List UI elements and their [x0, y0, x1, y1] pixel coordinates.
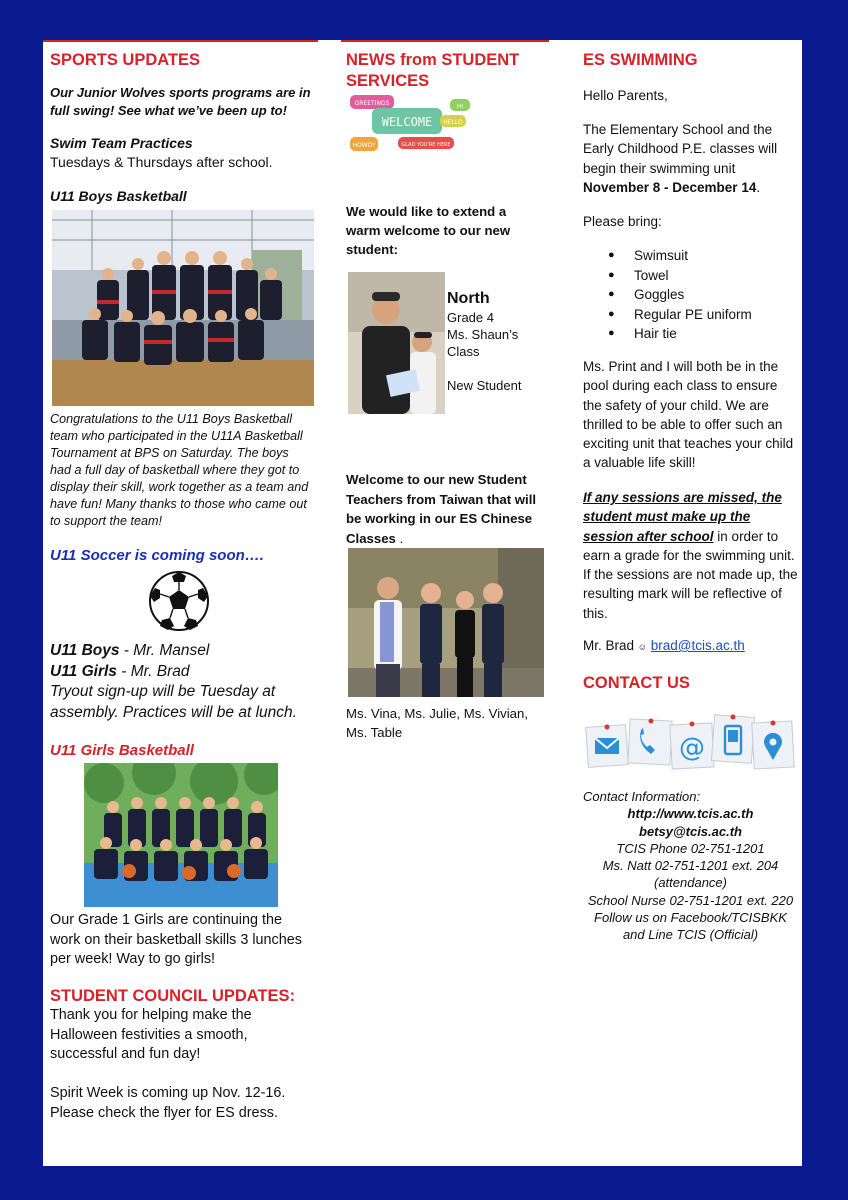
swimming-intro-end: . [756, 179, 761, 195]
soccer-tryout-text: Tryout sign-up will be Tuesday at assembly. Practices will be at lunch. [50, 683, 297, 721]
bring-list [583, 246, 798, 344]
bubble-hi: HI [456, 103, 464, 110]
contact-phone: TCIS Phone 02-751-1201 [616, 840, 765, 856]
at-icon [670, 723, 714, 769]
bubble-glad: GLAD YOU'RE HERE [401, 142, 451, 148]
mail-icon [586, 725, 629, 768]
student-teachers-caption: Ms. Vina, Ms. Julie, Ms. Vivian, Ms. Table [346, 706, 528, 740]
contact-website-link[interactable]: http://www.tcis.ac.th [627, 806, 754, 822]
bubble-howdy: HOWDY [352, 142, 376, 149]
bubble-welcome: WELCOME [381, 115, 433, 129]
newsletter-page [43, 40, 802, 1166]
swimming-staff-text: Ms. Print and I will both be in the pool during each class to ensure the safety of your child. We are thrilled to be able to offer such an exciting unit that teaches your child a valuable life skill! [583, 359, 794, 471]
sports-title: SPORTS UPDATES [50, 51, 201, 69]
welcome-bubbles-graphic [350, 93, 480, 163]
bring-item: ● Hair tie [583, 324, 798, 344]
contact-info [583, 788, 798, 944]
girls-basketball-text: Our Grade 1 Girls are continuing the work on their basketball skills 3 lunches per week! Way to go girls! [50, 912, 302, 967]
sports-intro: Our Junior Wolves sports programs are in full swing! See what we’ve been up to! [50, 85, 311, 118]
swimming-title: ES SWIMMING [583, 51, 698, 69]
bubble-hello: HELLO [443, 119, 463, 126]
soccer-coaches [50, 641, 312, 723]
soccer-heading: U11 Soccer is coming soon…. [50, 547, 264, 564]
missed-sessions-bold: If any sessions are missed, the student must make up the session after school [583, 490, 782, 544]
welcome-student-heading: We would like to extend a warm welcome to our new student: [346, 204, 511, 257]
missed-sessions-note [583, 488, 798, 623]
soccer-ball-icon [148, 570, 210, 632]
contact-nurse: School Nurse 02-751-1201 ext. 220 [587, 892, 794, 908]
contact-social: Follow us on Facebook/TCISBKK and Line TCIS (Official) [594, 910, 787, 943]
missed-sessions-text: in order to earn a grade for the swimming unit. If the sessions are not made up, the resulting mark will be reflective of this. [583, 528, 798, 621]
new-student-info [447, 288, 547, 394]
signoff-name: Mr. Brad [583, 638, 635, 653]
smile-icon: ☺ [637, 642, 647, 652]
swimming-intro [583, 120, 798, 197]
news-column [346, 40, 546, 1166]
new-student-photo [348, 272, 445, 414]
bubble-greetings: GREETINGS [354, 100, 390, 107]
bring-item: ● Towel [583, 266, 798, 286]
student-council-text-2: Spirit Week is coming up Nov. 12-16. Please check the flyer for ES dress. [50, 1085, 286, 1121]
student-teachers-period: . [395, 530, 404, 546]
student-grade: Grade 4 [447, 310, 494, 325]
student-teachers-text: Welcome to our new Student Teachers from Taiwan that will be working in our ES Chinese Classes [346, 472, 537, 546]
swim-team-text: Tuesdays & Thursdays after school. [50, 154, 273, 170]
mobile-icon [711, 715, 754, 764]
contact-title: CONTACT US [583, 674, 690, 692]
sports-column [50, 40, 312, 1166]
contact-icons-graphic [585, 712, 795, 780]
contact-email-link[interactable]: betsy@tcis.ac.th [639, 823, 742, 839]
bring-item: ● Goggles [583, 285, 798, 305]
swimming-column [583, 40, 798, 1166]
swim-team-heading: Swim Team Practices [50, 135, 193, 151]
bring-item: ● Swimsuit [583, 246, 798, 266]
boys-basketball-photo [52, 210, 314, 406]
svg-text:@: @ [679, 733, 705, 763]
student-teachers-photo [348, 548, 544, 697]
swimming-greeting: Hello Parents, [583, 88, 668, 103]
bring-item: ● Regular PE uniform [583, 305, 798, 325]
soccer-boys-coach: - Mr. Mansel [119, 642, 210, 659]
u11-boys-basketball-caption: Congratulations to the U11 Boys Basketball team who participated in the U11A Basketball Tournament at BPS on Saturday. The boys had a full day of basketball where they got to display their skill, work together as a team and have fun! Many thanks to those who came out to support the team! [50, 412, 309, 528]
soccer-boys-label: U11 Boys [50, 642, 120, 659]
student-status: New Student [447, 378, 522, 393]
swimming-dates: November 8 - December 14 [583, 179, 757, 195]
bring-label: Please bring: [583, 214, 662, 229]
swimming-signoff [583, 636, 745, 657]
student-class: Ms. Shaun’s Class [447, 327, 519, 359]
contact-info-label: Contact Information: [583, 789, 701, 804]
student-name: North [447, 290, 490, 307]
brad-email-link[interactable]: brad@tcis.ac.th [650, 638, 745, 653]
student-teachers-heading [346, 470, 541, 548]
soccer-girls-coach: - Mr. Brad [116, 662, 190, 680]
contact-attendance: Ms. Natt 02-751-1201 ext. 204 (attendance) [602, 858, 779, 891]
student-council-text-1: Thank you for helping make the Halloween festivities a smooth, successful and fun day! [50, 1007, 252, 1062]
girls-basketball-heading: U11 Girls Basketball [50, 742, 194, 759]
location-icon [752, 721, 794, 769]
girls-basketball-photo [84, 763, 278, 907]
student-council-title: STUDENT COUNCIL UPDATES: [50, 987, 296, 1005]
news-title: NEWS from STUDENT SERVICES [346, 51, 520, 90]
swimming-intro-text: The Elementary School and the Early Childhood P.E. classes will begin their swimming unit [583, 122, 778, 176]
phone-icon [628, 719, 672, 765]
u11-boys-basketball-heading: U11 Boys Basketball [50, 188, 187, 204]
soccer-girls-label: U11 Girls [50, 662, 117, 680]
